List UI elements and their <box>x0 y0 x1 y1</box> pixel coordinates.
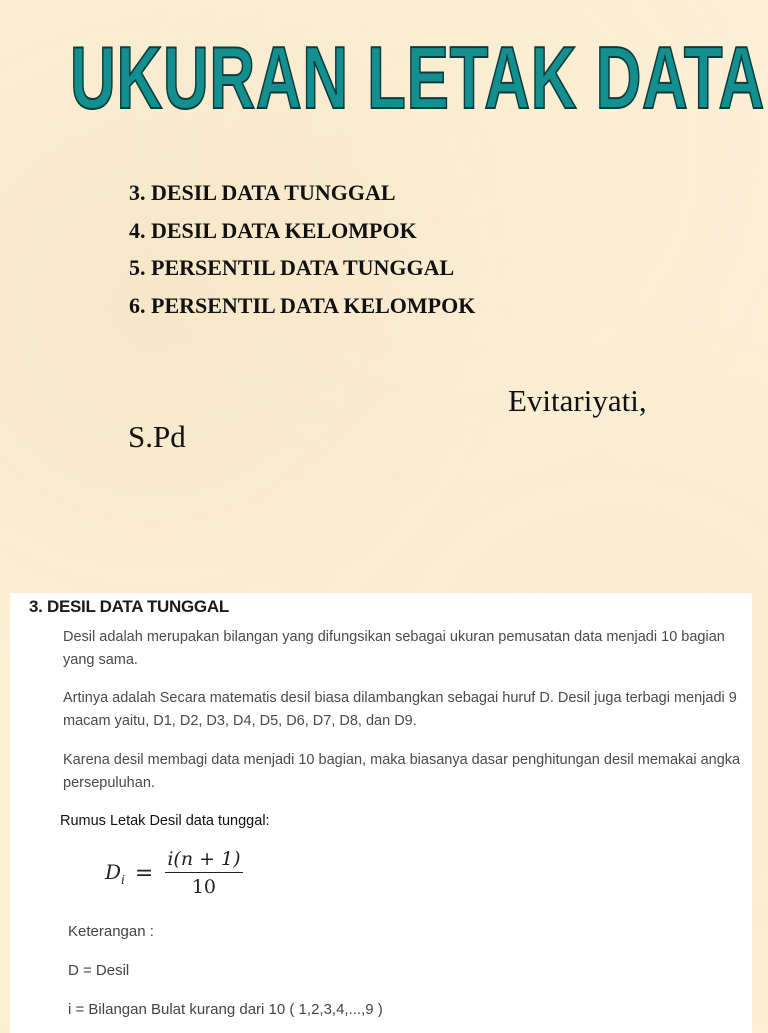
legend-item: D = Desil <box>68 962 130 979</box>
formula-label: Rumus Letak Desil data tunggal: <box>60 813 270 829</box>
paragraph-definition: Desil adalah merupakan bilangan yang difungsikan sebagai ukuran pemusatan data menjadi 10 bagian yang sama. <box>63 629 725 668</box>
desil-explanation-card <box>10 593 752 1033</box>
paragraph-symbol: Artinya adalah Secara matematis desil biasa dilambangkan sebagai huruf D. Desil juga terbagi menjadi 9 macam yaitu, D1, D2, D3, D4, D5, D6, D7, D8, dan D9. <box>63 690 737 729</box>
topic-item: 4. DESIL DATA KELOMPOK <box>129 217 417 243</box>
formula-equals: = <box>134 860 154 886</box>
legend-item: i = Bilangan Bulat kurang dari 10 ( 1,2,3,4,...,9 ) <box>68 1001 383 1018</box>
formula-denominator: 10 <box>191 876 217 898</box>
formula-fraction <box>165 848 242 898</box>
slide-title: UKURAN LETAK DATA <box>70 28 766 127</box>
topic-list <box>129 178 475 328</box>
formula-lhs: $D_i$ <box>105 859 125 887</box>
card-heading: 3. DESIL DATA TUNGGAL <box>29 597 229 616</box>
topic-item: 5. PERSENTIL DATA TUNGGAL <box>129 255 455 280</box>
paragraph-basis: Karena desil membagi data menjadi 10 bagian, maka biasanya dasar penghitungan desil memakai angka persepuluhan. <box>63 752 741 791</box>
author-name: Evitariyati, <box>508 383 647 418</box>
legend-title: Keterangan : <box>68 923 154 940</box>
formula-numerator: i(n + 1) <box>167 848 241 870</box>
author-degree: S.Pd <box>128 419 186 454</box>
topic-item: 6. PERSENTIL DATA KELOMPOK <box>129 292 476 318</box>
topic-item: 3. DESIL DATA TUNGGAL <box>129 180 396 205</box>
desil-formula <box>105 848 243 898</box>
